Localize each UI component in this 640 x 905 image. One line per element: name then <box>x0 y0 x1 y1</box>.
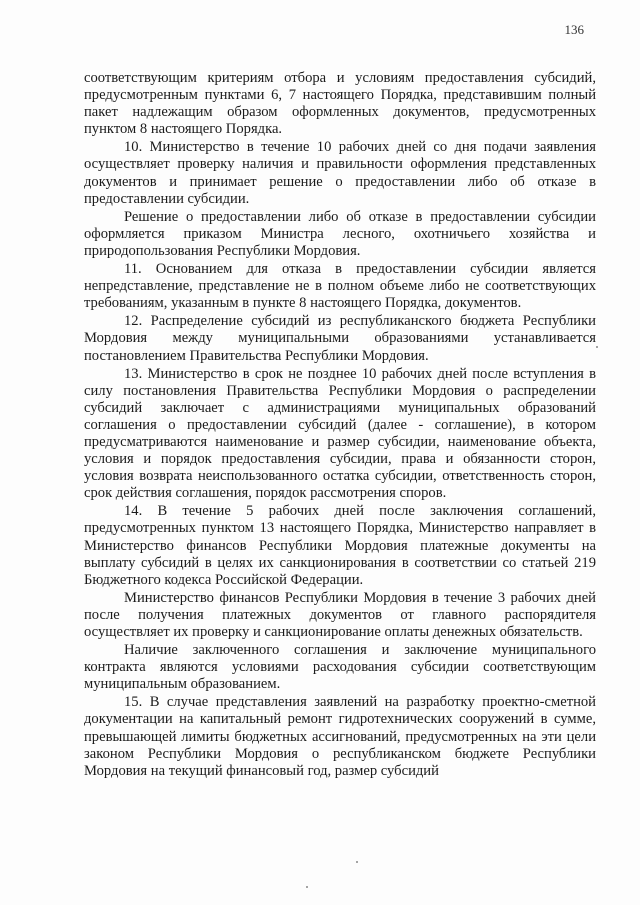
scan-speck <box>306 886 308 888</box>
paragraph-contract-condition: Наличие заключенного соглашения и заключение муниципального контракта являются условиями расходования субсидии соответствующим муниципальным образованием. <box>84 642 596 693</box>
page-number: 136 <box>564 22 584 37</box>
scan-speck <box>596 346 598 348</box>
scan-speck <box>356 861 358 863</box>
paragraph-item-11: 11. Основанием для отказа в предоставлении субсидии является непредставление, представление не в полном объеме либо не соответствующих требованиям, указанным в пункте 8 настоящего Порядка, документов. <box>84 261 596 312</box>
paragraph-finance-ministry: Министерство финансов Республики Мордовия в течение 3 рабочих дней после получения платежных документов от главного распорядителя осуществляет их проверку и санкционирование оплаты денежных обязательств. <box>84 589 596 640</box>
paragraph-item-12: 12. Распределение субсидий из республиканского бюджета Республики Мордовия между муниципальными образованиями устанавливается постановлением Правительства Республики Мордовия. <box>84 313 596 364</box>
paragraph-item-15: 15. В случае представления заявлений на разработку проектно-сметной документации на капитальный ремонт гидротехнических сооружений в сумме, превышающей лимиты бюджетных ассигнований, предусмотренных на эти цели законом Республики Мордовия о республиканском бюджете Республики Мордовия на текущий финансовый год, размер субсидий <box>84 694 596 779</box>
paragraph-continuation: соответствующим критериям отбора и условиям предоставления субсидий, предусмотренным пунктами 6, 7 настоящего Порядка, представившим полный пакет надлежащим образом оформленных документов, предусмотренных пунктом 8 настоящего Порядка. <box>84 70 596 138</box>
paragraph-item-10: 10. Министерство в течение 10 рабочих дней со дня подачи заявления осуществляет проверку наличия и правильности оформления представленных документов и принимает решение о предоставлении либо об отказе в предоставлении субсидии. <box>84 139 596 207</box>
paragraph-item-14: 14. В течение 5 рабочих дней после заключения соглашений, предусмотренных пунктом 13 настоящего Порядка, Министерство направляет в Министерство финансов Республики Мордовия платежные документы на выплату субсидий в целях их санкционирования в соответствии со статьей 219 Бюджетного кодекса Российской Федерации. <box>84 503 596 588</box>
paragraph-item-13: 13. Министерство в срок не позднее 10 рабочих дней после вступления в силу постановления Правительства Республики Мордовия о распределении субсидий заключает с администрациями муниципальных образований соглашения о предоставлении субсидий (далее - соглашение), в котором предусматриваются наименование и размер субсидии, наименование объекта, условия и порядок предоставления субсидии, права и обязанности сторон, условия возврата неиспользованного остатка субсидии, ответственность сторон, срок действия соглашения, порядок рассмотрения споров. <box>84 365 596 502</box>
document-body <box>84 70 596 780</box>
paragraph-decision: Решение о предоставлении либо об отказе в предоставлении субсидии оформляется приказом Министра лесного, охотничьего хозяйства и природопользования Республики Мордовия. <box>84 208 596 259</box>
